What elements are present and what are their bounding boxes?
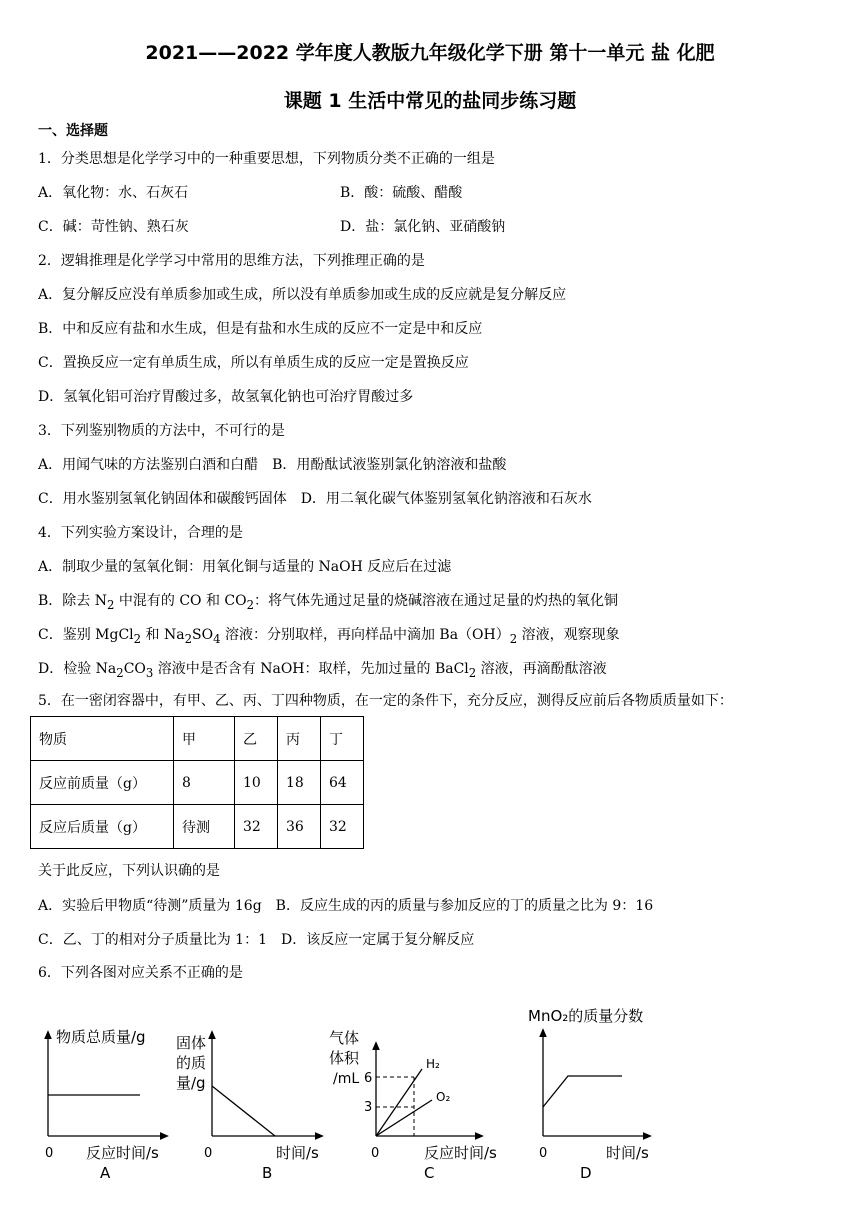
graph-c-tick-3: 3 <box>364 1100 373 1115</box>
q4-option-d: D．检验 $Na_2CO_3$ 溶液中是否含有 NaOH：取样，先加过量的 BaCl$_2$ 溶液，再滴酚酞溶液 <box>38 661 607 680</box>
graph-b-ylabel-3: 量/g <box>176 1074 206 1092</box>
graph-c-tick-6: 6 <box>364 1071 373 1086</box>
q5-mass-table <box>30 716 364 849</box>
table-cell: 物质 <box>31 717 174 761</box>
graph-a <box>45 1028 165 1182</box>
graph-c-h2-label: H₂ <box>426 1057 440 1071</box>
page-subtitle: 课题 1 生活中常见的盐同步练习题 <box>283 90 577 112</box>
table-cell: 64 <box>321 761 364 805</box>
page-title: 2021——2022 学年度人教版九年级化学下册 第十一单元 盐 化肥 <box>145 42 715 64</box>
section-heading: 一、选择题 <box>38 123 108 139</box>
graph-b <box>176 1034 320 1182</box>
q2-option-a: A．复分解反应没有单质参加或生成，所以没有单质参加或生成的反应就是复分解反应 <box>38 287 567 303</box>
q4-option-b: B．除去 $N_2$ 中混有的 CO 和 $CO_2$：将气体先通过足量的烧碱溶液在通过足量的灼热的氧化铜 <box>38 593 619 612</box>
q4-option-c: C．鉴别 MgCl$_2$ 和 $Na_2SO_4$ 溶液：分别取样，再向样品中滴加 $Ba(OH)_2$ 溶液，观察现象 <box>38 627 620 646</box>
graph-c <box>329 1029 497 1182</box>
q4-stem: 4．下列实验方案设计，合理的是 <box>38 525 243 541</box>
graph-d-letter: D <box>580 1164 592 1182</box>
graph-a-origin: 0 <box>45 1146 54 1161</box>
q2-stem: 2．逻辑推理是化学学习中常用的思维方法，下列推理正确的是 <box>38 253 425 269</box>
graph-c-h2-line <box>376 1069 422 1136</box>
q1-option-b: B．酸：硫酸、醋酸 <box>340 185 463 201</box>
graph-c-o2-line <box>376 1100 432 1136</box>
q3-stem: 3．下列鉴别物质的方法中，不可行的是 <box>38 423 285 439</box>
table-cell: 反应前质量（g） <box>31 761 174 805</box>
q4-option-a: A．制取少量的氢氧化铜：用氧化铜与适量的 NaOH 反应后在过滤 <box>38 559 452 575</box>
q3-options-cd: C．用水鉴别氢氧化钠固体和碳酸钙固体 D．用二氧化碳气体鉴别氢氧化钠溶液和石灰水 <box>38 491 592 507</box>
graph-c-xlabel: 反应时间/s <box>424 1144 497 1162</box>
graph-c-origin: 0 <box>371 1146 380 1161</box>
graph-b-ylabel-1: 固体 <box>176 1034 207 1052</box>
q5-options-cd: C．乙、丁的相对分子质量比为 1：1 D．该反应一定属于复分解反应 <box>38 932 475 948</box>
q1-option-a: A．氧化物：水、石灰石 <box>38 185 189 201</box>
q6-stem: 6．下列各图对应关系不正确的是 <box>38 965 243 981</box>
q2-option-b: B．中和反应有盐和水生成，但是有盐和水生成的反应不一定是中和反应 <box>38 321 483 337</box>
graph-c-ylabel-2: 体积 <box>329 1049 360 1067</box>
graph-d-xlabel: 时间/s <box>606 1144 649 1162</box>
graph-b-xlabel: 时间/s <box>276 1144 319 1162</box>
graph-b-letter: B <box>262 1164 273 1182</box>
graph-c-ylabel-1: 气体 <box>329 1029 360 1047</box>
graph-b-ylabel-2: 的质 <box>176 1054 207 1072</box>
q2-option-d: D．氢氧化铝可治疗胃酸过多，故氢氧化钠也可治疗胃酸过多 <box>38 389 414 405</box>
graph-d-ylabel: MnO₂的质量分数 <box>528 1007 644 1025</box>
table-cell: 10 <box>235 761 278 805</box>
table-row <box>31 761 364 805</box>
table-cell: 36 <box>278 805 321 849</box>
table-cell: 丙 <box>278 717 321 761</box>
graph-d-origin: 0 <box>539 1146 548 1161</box>
table-cell: 乙 <box>235 717 278 761</box>
q3-options-ab: A．用闻气味的方法鉴别白酒和白醋 B．用酚酞试液鉴别氯化钠溶液和盐酸 <box>38 457 507 473</box>
q1-stem: 1．分类思想是化学学习中的一种重要思想，下列物质分类不正确的一组是 <box>38 151 495 167</box>
q5-after-table: 关于此反应，下列认识确的是 <box>38 863 220 879</box>
graph-a-xlabel: 反应时间/s <box>86 1144 159 1162</box>
table-cell: 32 <box>235 805 278 849</box>
q5-stem: 5．在一密闭容器中，有甲、乙、丙、丁四种物质，在一定的条件下，充分反应，测得反应前后各物质质量如下： <box>38 693 733 709</box>
table-cell: 甲 <box>174 717 235 761</box>
table-row <box>31 717 364 761</box>
graph-c-letter: C <box>424 1164 435 1182</box>
graph-a-ylabel: 物质总质量/g <box>56 1028 146 1046</box>
graph-d <box>528 1007 649 1182</box>
table-cell: 丁 <box>321 717 364 761</box>
table-row <box>31 805 364 849</box>
graph-c-ylabel-3: /mL <box>333 1071 360 1087</box>
table-cell: 8 <box>174 761 235 805</box>
graph-d-line <box>543 1076 622 1107</box>
q6-graphs <box>0 995 860 1195</box>
table-cell: 32 <box>321 805 364 849</box>
q5-options-ab: A．实验后甲物质“待测”质量为 16g B．反应生成的丙的质量与参加反应的丁的质量之比为 9：16 <box>38 898 654 914</box>
table-cell: 待测 <box>174 805 235 849</box>
graph-b-origin: 0 <box>204 1146 213 1161</box>
table-cell: 反应后质量（g） <box>31 805 174 849</box>
graph-b-line <box>212 1086 275 1136</box>
graph-a-letter: A <box>100 1164 111 1182</box>
q1-option-c: C．碱：苛性钠、熟石灰 <box>38 219 189 235</box>
table-cell: 18 <box>278 761 321 805</box>
q1-option-d: D．盐：氯化钠、亚硝酸钠 <box>340 219 506 235</box>
graph-c-o2-label: O₂ <box>436 1090 451 1104</box>
q2-option-c: C．置换反应一定有单质生成，所以有单质生成的反应一定是置换反应 <box>38 355 469 371</box>
